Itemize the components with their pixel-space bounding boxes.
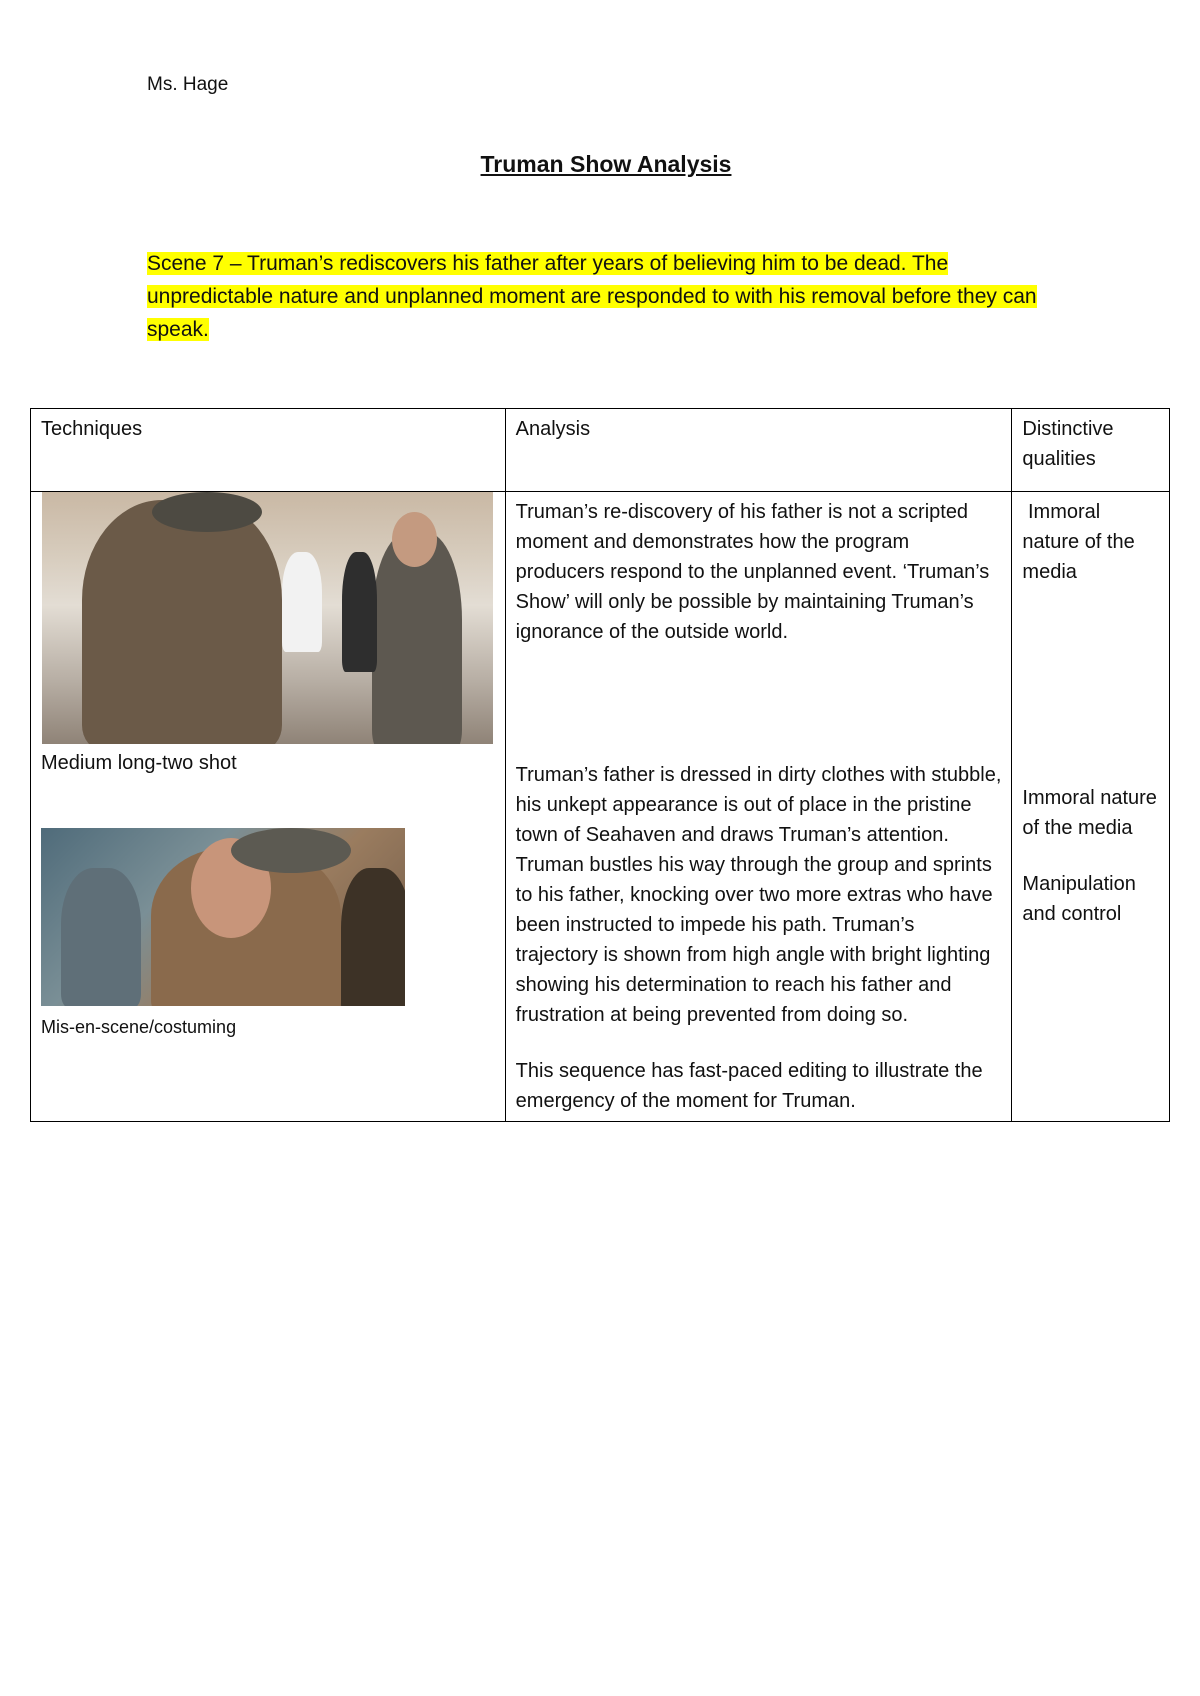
analysis-paragraph-3: This sequence has fast-paced editing to illustrate the emergency of the moment for Truman.	[515, 1060, 983, 1112]
quality-1: Immoral nature of the media	[1022, 501, 1141, 583]
qualities-cell	[1012, 492, 1170, 1122]
header-techniques: Techniques	[31, 409, 506, 492]
still-medium-long-two-shot	[42, 492, 493, 744]
scene-highlighted-text: Scene 7 – Truman’s rediscovers his father after years of believing him to be dead. The unpredictable nature and unplanned moment are responded to with his removal before they can speak.	[147, 252, 1037, 341]
caption-mise-en-scene: Mis-en-scene/costuming	[41, 1017, 237, 1037]
still-costuming	[41, 828, 405, 1006]
caption-shot-type: Medium long-two shot	[41, 752, 237, 774]
quality-3: Manipulation and control	[1022, 873, 1136, 925]
table-header-row	[31, 409, 1170, 492]
quality-2: Immoral nature of the media	[1022, 787, 1157, 839]
author-name: Ms. Hage	[147, 74, 229, 95]
scene-summary	[147, 247, 1047, 346]
techniques-cell	[31, 492, 506, 1122]
analysis-table	[30, 408, 1170, 1122]
header-analysis: Analysis	[505, 409, 1012, 492]
analysis-paragraph-1: Truman’s re-discovery of his father is not a scripted moment and demonstrates how the program producers respond to the unplanned event. ‘Truman’s Show’ will only be possible by maintaining Truman’s ignorance of the outside world.	[515, 501, 990, 643]
analysis-cell	[505, 492, 1012, 1122]
table-row	[31, 492, 1170, 1122]
analysis-paragraph-2: Truman’s father is dressed in dirty clothes with stubble, his unkept appearance is out of place in the pristine town of Seahaven and draws Truman’s attention. Truman bustles his way through the group and sprints to his father, knocking over two more extras who have been instructed to impede his path. Truman’s trajectory is shown from high angle with bright lighting showing his determination to reach his father and frustration at being prevented from doing so.	[515, 764, 1002, 1026]
header-qualities: Distinctive qualities	[1012, 409, 1170, 492]
page-title: Truman Show Analysis	[480, 151, 732, 177]
